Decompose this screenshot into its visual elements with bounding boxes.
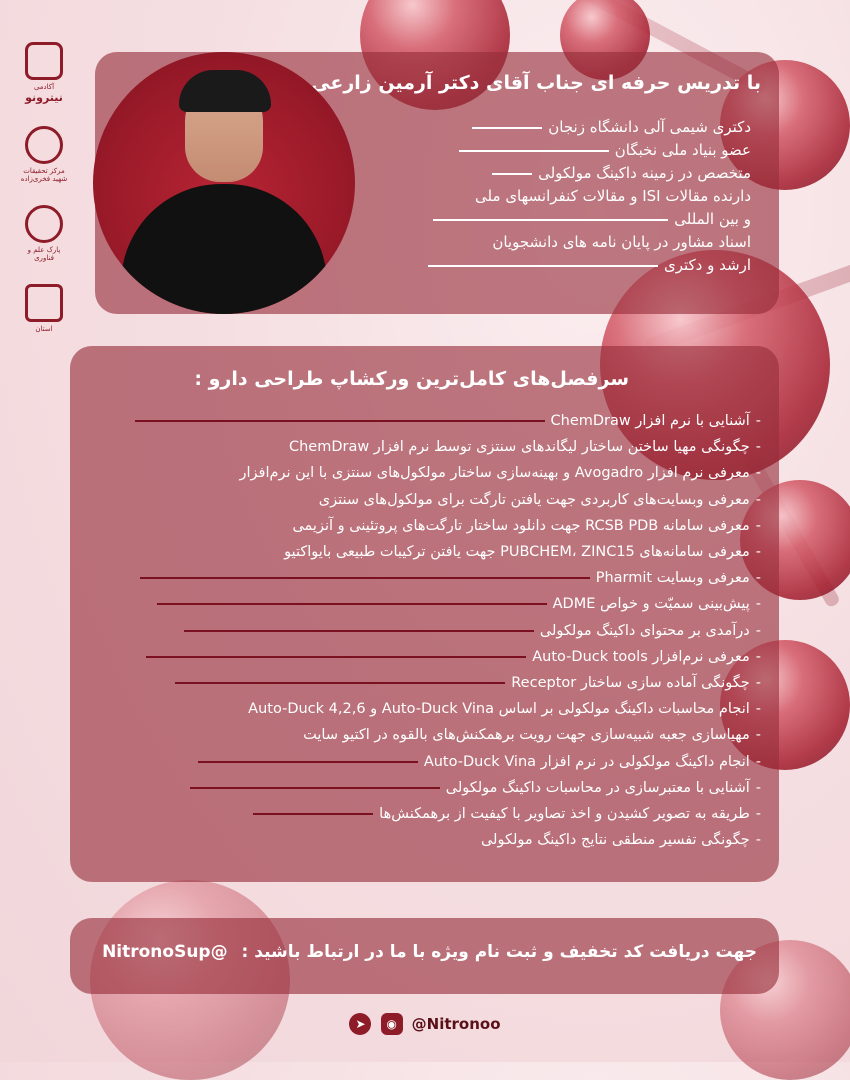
science-park-logo: پارک علم و فناوری	[18, 205, 70, 262]
syllabus-item: -معرفی نرم‌افزار Auto-Duck tools	[81, 644, 761, 670]
syllabus-panel	[70, 346, 779, 882]
social-footer	[0, 1013, 850, 1035]
research-center-logo: مرکز تحقیقات شهید فخری‌زاده	[18, 126, 70, 183]
instructor-photo	[93, 52, 355, 314]
syllabus-item: -معرفی وبسایت Pharmit	[81, 565, 761, 591]
credential-item: و بین المللی	[421, 208, 751, 231]
flower-icon	[25, 205, 63, 243]
syllabus-item: -چگونگی آماده سازی ساختار Receptor	[81, 670, 761, 696]
instagram-icon[interactable]: ◉	[381, 1013, 403, 1035]
nitrono-academy-logo: آکادمی نیترونو	[18, 42, 70, 104]
syllabus-item: -معرفی سامانه RCSB PDB جهت دانلود ساختار تارگت‌های پروتئینی و آنزیمی	[292, 517, 761, 534]
syllabus-list	[81, 408, 761, 853]
instructor-credentials	[421, 116, 751, 277]
support-handle[interactable]: @NitronoSup	[102, 942, 228, 962]
contact-message: جهت دریافت کد تخفیف و ثبت نام ویژه با ما در ارتباط باشید : @NitronoSup	[102, 942, 757, 962]
syllabus-item: -آشنایی با نرم افزار ChemDraw	[81, 408, 761, 434]
contact-panel	[70, 918, 779, 994]
credential-item: اسناد مشاور در پایان نامه های دانشجویان	[492, 233, 751, 251]
pomegranate-icon	[25, 126, 63, 164]
syllabus-item: -معرفی وبسایت‌های کاربردی جهت یافتن تارگت برای مولکول‌های سنتزی	[318, 491, 761, 508]
syllabus-item: -معرفی نرم افزار Avogadro و بهینه‌سازی ساختار مولکول‌های سنتزی با این نرم‌افزار	[239, 465, 761, 482]
instructor-title: با تدریس حرفه ای جناب آقای دکتر آرمین زارعی	[311, 72, 761, 94]
building-icon	[25, 42, 63, 80]
credential-item: ارشد و دکتری	[421, 254, 751, 277]
social-handle[interactable]: @Nitronoo	[411, 1015, 501, 1033]
credential-item: متخصص در زمینه داکینگ مولکولی	[421, 162, 751, 185]
syllabus-item: -آشنایی با معتبرسازی در محاسبات داکینگ مولکولی	[81, 775, 761, 801]
leaf-icon	[25, 284, 63, 322]
credential-item: دارنده مقالات ISI و مقالات کنفرانسهای ملی	[475, 187, 751, 205]
syllabus-item: -انجام محاسبات داکینگ مولکولی بر اساس Auto-Duck Vina و Auto-Duck 4,2,6	[248, 701, 761, 718]
sponsor-logos	[14, 42, 74, 355]
syllabus-item: -پیش‌بینی سمیّت و خواص ADME	[81, 591, 761, 617]
syllabus-item: -چگونگی مهیا ساختن ساختار لیگاندهای سنتزی توسط نرم افزار ChemDraw	[288, 439, 761, 456]
syllabus-item: -چگونگی تفسیر منطقی نتایج داکینگ مولکولی	[480, 832, 761, 849]
syllabus-title: سرفصل‌های کامل‌ترین ورکشاپ طراحی دارو :	[194, 368, 629, 390]
credential-item: دکتری شیمی آلی دانشگاه زنجان	[421, 116, 751, 139]
province-logo: استان	[18, 284, 70, 333]
syllabus-item: -مهیاسازی جعبه شبیه‌سازی جهت رویت برهمکنش‌های بالقوه در اکتیو سایت	[303, 727, 761, 744]
syllabus-item: -درآمدی بر محتوای داکینگ مولکولی	[81, 618, 761, 644]
syllabus-item: -انجام داکینگ مولکولی در نرم افزار Auto-Duck Vina	[81, 749, 761, 775]
syllabus-item: -طریقه به تصویر کشیدن و اخذ تصاویر با کیفیت از برهمکنش‌ها	[81, 801, 761, 827]
syllabus-item: -معرفی سامانه‌های PUBCHEM، ZINC15 جهت یافتن ترکیبات طبیعی بایواکتیو	[284, 544, 761, 561]
credential-item: عضو بنیاد ملی نخبگان	[421, 139, 751, 162]
telegram-icon[interactable]: ➤	[349, 1013, 371, 1035]
